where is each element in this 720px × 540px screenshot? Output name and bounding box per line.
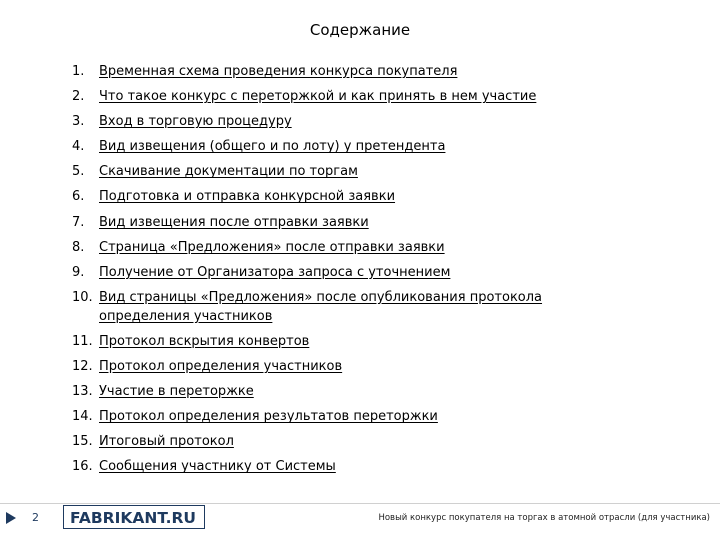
toc-number: 13.: [72, 384, 93, 400]
toc-item-1: [72, 62, 592, 81]
toc-item-4: [72, 137, 592, 156]
logo-text: FABRIKANT.RU: [70, 509, 196, 526]
logo-wordmark: [70, 508, 198, 526]
toc-item-8: [72, 238, 592, 257]
toc-item-2: [72, 87, 592, 106]
toc-item-11: [72, 332, 592, 351]
toc-number: 15.: [72, 434, 93, 450]
toc-item-3: [72, 112, 592, 131]
footer-divider: [0, 503, 720, 504]
toc-number: 6.: [72, 189, 85, 205]
toc-number: 2.: [72, 89, 85, 105]
toc-item-16: [72, 457, 592, 476]
toc-number: 3.: [72, 114, 85, 130]
toc-link[interactable]: Вход в торговую процедуру: [99, 114, 292, 130]
toc-link[interactable]: Получение от Организатора запроса с уточнением: [99, 264, 451, 280]
toc-link[interactable]: Подготовка и отправка конкурсной заявки: [99, 189, 396, 205]
toc-link[interactable]: Скачивание документации по торгам: [99, 164, 358, 180]
page-title: Содержание: [309, 21, 411, 39]
table-of-contents: [72, 62, 592, 483]
toc-item-5: [72, 162, 592, 181]
toc-link[interactable]: Вид извещения (общего и по лоту) у претендента: [99, 139, 446, 155]
toc-link[interactable]: Вид страницы «Предложения» после опубликования протокола определения участников: [99, 289, 543, 324]
toc-link[interactable]: Временная схема проведения конкурса покупателя: [99, 64, 458, 79]
toc-number: 12.: [72, 359, 93, 375]
toc-link[interactable]: Страница «Предложения» после отправки заявки: [99, 239, 445, 255]
toc-item-12: [72, 357, 592, 376]
toc-link[interactable]: Вид извещения после отправки заявки: [99, 214, 369, 230]
toc-link[interactable]: Протокол определения участников: [99, 359, 343, 375]
toc-number: 5.: [72, 164, 85, 180]
fabrikant-logo: [63, 505, 205, 529]
toc-number: 7.: [72, 214, 85, 230]
footer-note: Новый конкурс покупателя на торгах в атомной отрасли (для участника): [378, 513, 710, 523]
toc-link[interactable]: Итоговый протокол: [99, 434, 234, 450]
toc-number: 1.: [72, 64, 85, 79]
toc-item-10: [72, 288, 592, 326]
toc-item-13: [72, 382, 592, 401]
toc-link[interactable]: Протокол определения результатов переторжки: [99, 409, 438, 425]
toc-item-14: [72, 407, 592, 426]
toc-link[interactable]: Сообщения участнику от Системы: [99, 459, 336, 475]
toc-number: 8.: [72, 239, 85, 255]
page-number: 2: [32, 511, 39, 524]
toc-item-15: [72, 432, 592, 451]
toc-number: 14.: [72, 409, 93, 425]
toc-link[interactable]: Участие в переторжке: [99, 384, 254, 400]
play-triangle-icon: [6, 512, 16, 524]
toc-item-7: [72, 213, 592, 232]
toc-item-6: [72, 187, 592, 206]
toc-link[interactable]: Что такое конкурс с переторжкой и как принять в нем участие: [99, 89, 537, 105]
toc-number: 11.: [72, 333, 93, 349]
toc-number: 10.: [72, 289, 93, 305]
toc-link[interactable]: Протокол вскрытия конвертов: [99, 333, 310, 349]
toc-item-9: [72, 263, 592, 282]
toc-number: 9.: [72, 264, 85, 280]
toc-number: 16.: [72, 459, 93, 475]
toc-number: 4.: [72, 139, 85, 155]
